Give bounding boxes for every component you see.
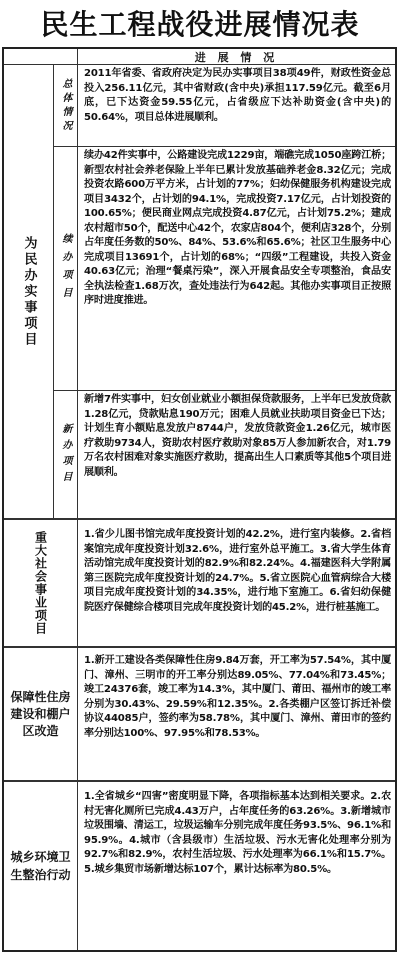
section-label-housing: 保障性住房建设和棚户区改造 bbox=[4, 648, 78, 782]
table-header-corner bbox=[4, 49, 78, 65]
row-text-new: 新增7件实事中，妇女创业就业小额担保贷款服务，上半年已发放贷款1.28亿元，贷款贴息190万元；困难人员就业扶助项目资金已下达；计划生育小额贴息发放户8744户，发放贷款资金1.26亿元，城市医疗救助9734人，资助农村医疗救助对象85万人参加新农合，对1.79万名农村困难对象实施医疗救助，提高出生人口素质等其他5个项目进展顺利。 bbox=[78, 391, 395, 520]
table-header: 进 展 情 况 bbox=[78, 49, 395, 65]
row-label-overall: 总体情况 bbox=[54, 65, 78, 147]
page-title: 民生工程战役进展情况表 bbox=[40, 8, 360, 41]
section-label-social-projects: 重大社会事业项目 bbox=[4, 520, 78, 648]
section-text-sanitation: 1.全省城乡“四害”密度明显下降，各项指标基本达到相关要求。2.农村无害化厕所已完成4.43万户，占年度任务的63.26%。3.新增城市垃圾围墙、清运工，垃圾运输车分别完成年度任务93.5%、96.1%和95.9%。4.城市（含县级市）生活垃圾、污水无害化处理率分别为92.7%和82.9%，农村生活垃圾、污水处理率为66.1%和15.7%。5.城乡集贸市场新增达标107个，累计达标率为80.5%。 bbox=[84, 791, 391, 875]
row-label-continuing: 续办项目 bbox=[54, 147, 78, 391]
section-text-social-projects: 1.省少儿图书馆完成年度投资计划的42.2%，进行室内装修。2.省档案馆完成年度投资计划32.6%，进行室外总平施工。3.省大学生体育活动馆完成年度投资计划的82.9%和82.24%。4.福建医科大学附属第三医院完成年度投资计划的24.7%。5.省立医院心血管病综合大楼项目完成年度投资计划的34.35%，进行地下室施工。6.省妇幼保健院医疗保健综合楼项目完成年度投资计划的45.2%，进行桩基施工。 bbox=[78, 520, 395, 648]
section-label-sanitation: 城乡环境卫生整治行动 bbox=[4, 782, 78, 950]
row-text-continuing: 续办42件实事中，公路建设完成1229亩，端礁完成1050座跨江桥；新型农村社会养老保险上半年已累计发放基础养老金8.32亿元；完成投资农路600万平方米，占计划的77%；妇幼保健服务机构建设完成项目3432个，占计划的94.1%，完成投资7.17亿元，占计划投资的100.65%；便民商业网点完成投资4.87亿元，占计划75.2%；建成农村超市50个，配送中心42个，农家店804个，便利店328个，分别占年度任务数的50%、84%、53.6%和65.6%；社区卫生服务中心完成项目13691个，占计划的68%；“四级”工程建设，共投入资金40.63亿元；治理“餐桌污染”，深入开展食品安全专项整治，食品安全执法检查1.68万次，查处违法行为642起。其他办实事项目正按照序时进度推进。 bbox=[78, 147, 395, 391]
section-label-text: 为民办实事项目 bbox=[21, 235, 37, 348]
progress-table bbox=[2, 47, 397, 952]
section-text-housing: 1.新开工建设各类保障性住房9.84万套，开工率为57.54%，其中厦门、漳州、三明市的开工率分别达89.05%、77.04%和73.45%；竣工24376套，竣工率为14.3%，其中厦门、莆田、福州市的竣工率分别为30.43%、29.59%和12.35%。2.各类棚户区签订拆迁补偿协议44085户，签约率为58.78%，其中厦门、漳州、莆田市的签约率分别达100%、97.95%和78.53%。 bbox=[78, 648, 395, 782]
section-label-livelihood-projects bbox=[4, 65, 54, 520]
row-text-overall: 2011年省委、省政府决定为民办实事项目38项49件，财政性资金总投入256.11亿元，其中省财政(含中央)承担117.59亿元。截至6月底，已下达资金59.55亿元，占省级应下达补助资金(含中央)的50.64%，项目总体进展顺利。 bbox=[78, 65, 395, 147]
row-label-new: 新办项目 bbox=[54, 391, 78, 520]
